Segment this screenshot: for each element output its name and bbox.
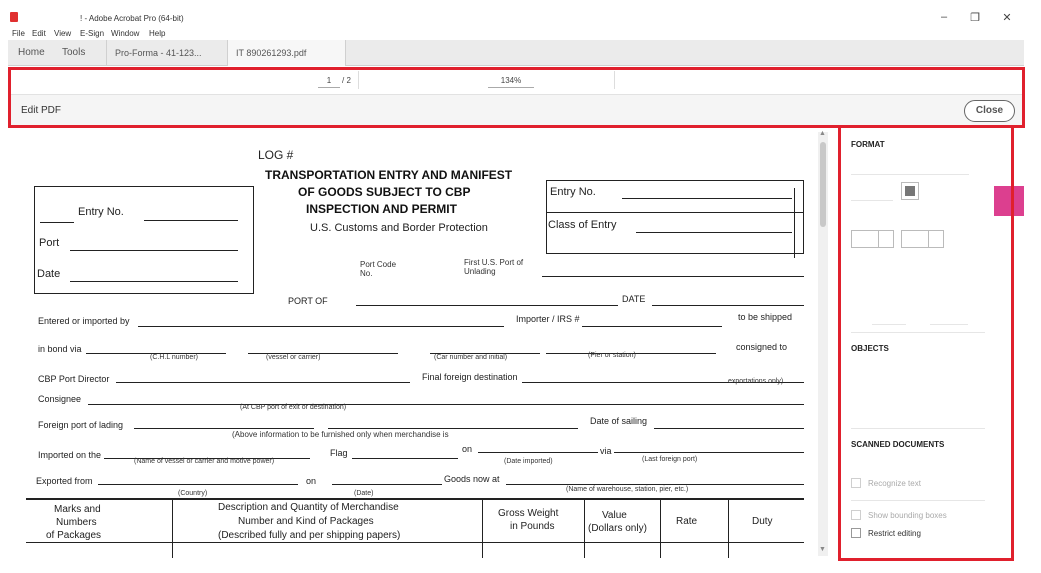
menu-window[interactable]: Window: [111, 29, 140, 38]
col-desc-1: Description and Quantity of Merchandise: [218, 502, 399, 513]
objects-separator: [851, 428, 985, 429]
date-of-sailing-label: Date of sailing: [590, 416, 648, 426]
objects-heading: OBJECTS: [851, 344, 889, 353]
font-color-fill: [905, 186, 915, 196]
scanned-documents-heading: SCANNED DOCUMENTS: [851, 440, 945, 449]
format-separator: [851, 174, 969, 175]
name-vessel-caption: (Name of vessel or carrier and motive power): [134, 458, 275, 465]
consignee-line: [88, 404, 804, 405]
list-style-buttons[interactable]: [851, 230, 894, 248]
agency-name: U.S. Customs and Border Protection: [310, 222, 488, 234]
scale-field[interactable]: [930, 324, 968, 325]
restrict-editing-label: Restrict editing: [868, 529, 921, 538]
to-be-shipped-label: to be shipped: [738, 312, 793, 322]
acrobat-icon: [10, 12, 18, 22]
col-value-1: Value: [602, 510, 627, 521]
entered-by-label: Entered or imported by: [38, 316, 130, 326]
via-label: via: [600, 446, 612, 456]
show-bounding-boxes-checkbox[interactable]: [851, 510, 861, 520]
zoom-input[interactable]: 134%: [488, 73, 534, 88]
tab-document-it[interactable]: IT 890261293.pdf: [228, 40, 346, 66]
col-marks-3: of Packages: [46, 530, 102, 541]
port-code-label: Port Code No.: [360, 260, 397, 278]
menu-view[interactable]: View: [54, 29, 72, 38]
date-line: [652, 305, 804, 306]
pier-caption: (Pier or station): [588, 352, 636, 359]
port-of-label: PORT OF: [288, 296, 328, 306]
format-heading: FORMAT: [851, 140, 885, 149]
flag-line: [352, 458, 458, 459]
importer-line: [582, 326, 722, 327]
last-port-caption: (Last foreign port): [642, 456, 698, 463]
car-number-caption: (Car number and initial): [434, 354, 508, 361]
right-box-divider: [546, 212, 804, 213]
col-divider-4: [660, 498, 661, 558]
cbp-director-line: [116, 382, 410, 383]
tab-tools[interactable]: Tools: [62, 47, 86, 58]
col-weight-1: Gross Weight: [498, 508, 559, 519]
format-bottom-separator: [851, 332, 985, 333]
form-title-line-3: INSPECTION AND PERMIT: [306, 202, 457, 216]
collapse-panel-tab[interactable]: [994, 186, 1024, 216]
chl-number-caption: (C.H.L number): [150, 354, 198, 361]
close-edit-button[interactable]: Close: [964, 100, 1015, 122]
tab-document-proforma[interactable]: Pro-Forma - 41-123...: [106, 40, 228, 66]
on-label-2: on: [306, 476, 317, 486]
window-title: ! - Adobe Acrobat Pro (64-bit): [80, 14, 184, 23]
exported-from-line: [98, 484, 298, 485]
date-caption: (Date): [354, 490, 374, 497]
menu-help[interactable]: Help: [149, 29, 166, 38]
class-entry-line: [636, 232, 792, 233]
minimize-button[interactable]: –: [940, 11, 948, 23]
table-top-rule: [26, 498, 804, 500]
class-of-entry-label: Class of Entry: [548, 219, 617, 231]
importer-irs-label: Importer / IRS #: [516, 314, 580, 324]
menu-edit[interactable]: Edit: [32, 29, 46, 38]
flag-label: Flag: [330, 448, 348, 458]
col-divider-1: [172, 498, 173, 558]
close-window-button[interactable]: ✕: [1002, 12, 1012, 24]
first-port-line: [542, 276, 804, 277]
col-desc-2: Number and Kind of Packages: [238, 516, 374, 527]
date-label: DATE: [622, 294, 646, 304]
final-destination-label: Final foreign destination: [422, 372, 518, 382]
foreign-port-label: Foreign port of lading: [38, 420, 124, 430]
tab-bar: [8, 40, 1024, 66]
page-number-input[interactable]: 1: [318, 73, 340, 88]
edit-pdf-panel: [842, 128, 1010, 560]
form-title-line-1: TRANSPORTATION ENTRY AND MANIFEST: [265, 168, 513, 182]
col-marks-2: Numbers: [56, 517, 97, 528]
consignee-label: Consignee: [38, 394, 82, 404]
date-line-box: [70, 281, 238, 282]
menu-esign[interactable]: E-Sign: [80, 29, 105, 38]
page-toolbar: [8, 68, 1024, 94]
via-line: [614, 452, 804, 453]
scroll-up-icon[interactable]: ▲: [819, 130, 826, 137]
on-line-1: [478, 452, 598, 453]
form-title-line-2: OF GOODS SUBJECT TO CBP: [298, 185, 471, 199]
menu-file[interactable]: File: [12, 29, 25, 38]
col-desc-3: (Described fully and per shipping papers): [218, 530, 401, 541]
goods-now-line: [506, 484, 804, 485]
right-entry-no-label: Entry No.: [550, 186, 596, 198]
font-color-swatch[interactable]: [901, 182, 919, 200]
document-viewport[interactable]: [8, 126, 836, 558]
show-bounding-boxes-label: Show bounding boxes: [868, 511, 947, 520]
col-duty: Duty: [752, 516, 773, 527]
entry-info-box: [34, 186, 254, 294]
col-divider-5: [728, 498, 729, 558]
scroll-down-icon[interactable]: ▼: [819, 546, 826, 553]
port-of-line: [356, 305, 618, 306]
foreign-port-line-2: [328, 428, 578, 429]
right-entry-line: [622, 198, 792, 199]
above-info-caption: (Above information to be furnished only when merchandise is: [232, 430, 449, 439]
consigned-to-label: consigned to: [736, 342, 788, 352]
date-imported-caption: (Date imported): [504, 458, 553, 465]
restrict-editing-checkbox[interactable]: [851, 528, 861, 538]
entry-no-line: [144, 220, 238, 221]
on-label-1: on: [462, 444, 473, 454]
entry-no-label: Entry No.: [78, 206, 124, 218]
entry-no-underline: [40, 222, 74, 223]
in-bond-via-label: in bond via: [38, 344, 82, 354]
col-rate: Rate: [676, 516, 698, 527]
sailing-line: [654, 428, 804, 429]
col-divider-3: [584, 498, 585, 558]
page-total: / 2: [342, 76, 351, 85]
cbp-director-label: CBP Port Director: [38, 374, 110, 384]
edit-pdf-title: Edit PDF: [21, 105, 62, 116]
cbp-port-caption: (At CBP port of exit or destination): [240, 404, 347, 411]
maximize-button[interactable]: ❐: [970, 12, 980, 24]
entered-by-line: [138, 326, 504, 327]
port-label: Port: [39, 237, 60, 249]
vessel-caption: (vessel or carrier): [266, 354, 321, 361]
col-divider-2: [482, 498, 483, 558]
col-value-2: (Dollars only): [588, 523, 647, 534]
toolbar-divider: [358, 71, 359, 89]
recognize-text-checkbox[interactable]: [851, 478, 861, 488]
exportations-caption: exportations only): [728, 378, 784, 385]
toolbar-divider: [614, 71, 615, 89]
font-size-field[interactable]: [851, 200, 893, 201]
segment-divider: [878, 231, 879, 247]
table-header-rule: [26, 542, 804, 543]
foreign-port-line: [134, 428, 314, 429]
tab-home[interactable]: Home: [18, 47, 45, 58]
pdf-page: [22, 132, 812, 558]
exported-from-label: Exported from: [36, 476, 93, 486]
on-line-2: [332, 484, 442, 485]
edit-pdf-bar: [8, 94, 1024, 126]
date-label-box: Date: [37, 268, 61, 280]
log-label: LOG #: [258, 148, 294, 162]
col-marks-1: Marks and: [54, 504, 101, 515]
spacing-field[interactable]: [872, 324, 906, 325]
port-line: [70, 250, 238, 251]
right-box-edge: [794, 188, 795, 258]
scanned-separator: [851, 500, 985, 501]
imported-on-label: Imported on the: [38, 450, 102, 460]
title-bar: [0, 0, 1041, 28]
col-weight-2: in Pounds: [510, 521, 555, 532]
goods-now-at-label: Goods now at: [444, 474, 500, 484]
recognize-text-label: Recognize text: [868, 479, 921, 488]
segment-divider: [928, 231, 929, 247]
warehouse-caption: (Name of warehouse, station, pier, etc.): [566, 486, 689, 493]
alignment-buttons[interactable]: [901, 230, 944, 248]
first-port-label: First U.S. Port of Unlading: [464, 258, 524, 276]
menu-bar: [0, 28, 1041, 40]
country-caption: (Country): [178, 490, 208, 497]
scrollbar-thumb[interactable]: [820, 142, 826, 227]
